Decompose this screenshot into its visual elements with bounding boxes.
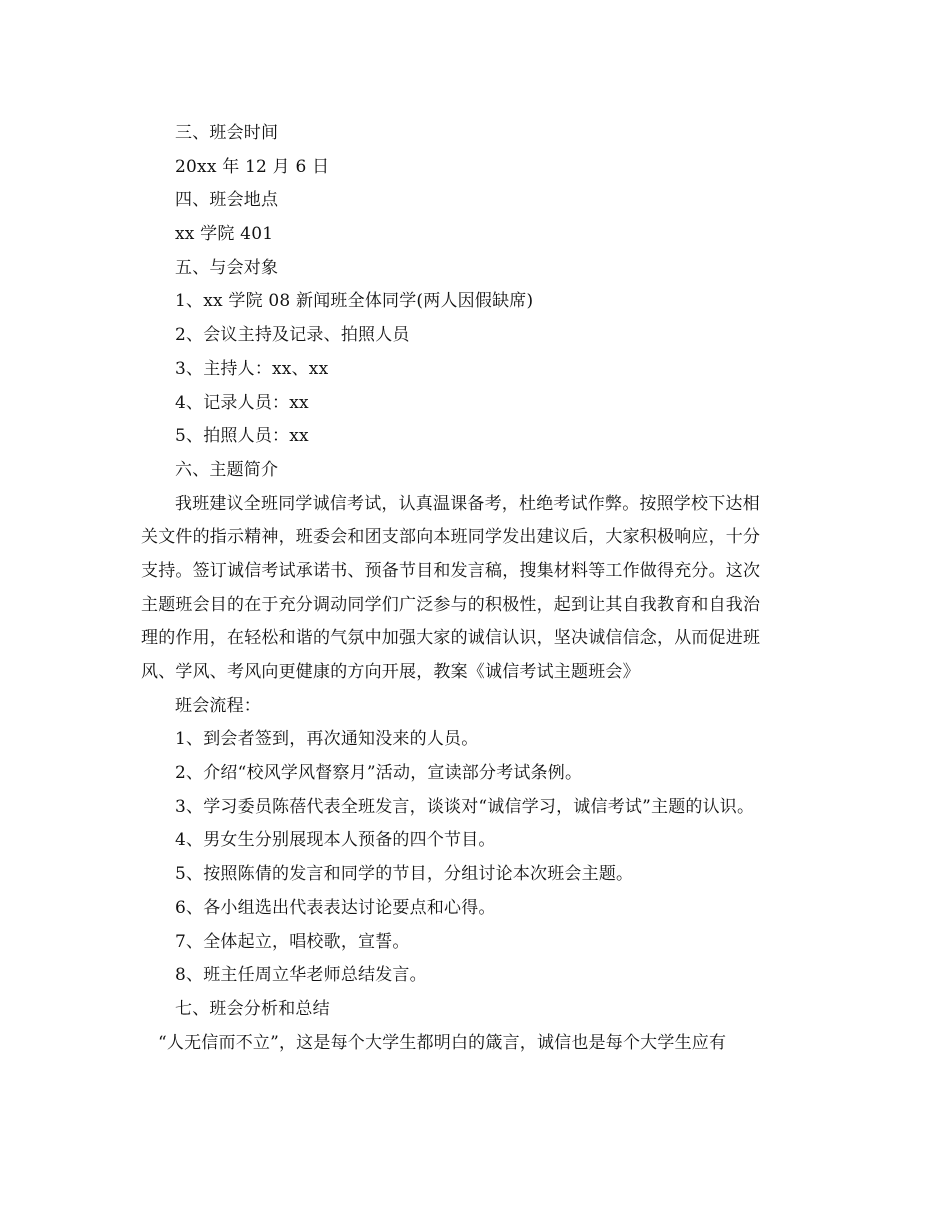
- heading-theme-intro: 六、主题简介: [175, 459, 279, 480]
- process-step: 8、班主任周立华老师总结发言。: [175, 965, 427, 986]
- process-step: 7、全体起立，唱校歌，宣誓。: [175, 931, 410, 952]
- participant-item: 3、主持人：xx、xx: [175, 358, 329, 379]
- section-list-bottom: [141, 690, 813, 1027]
- heading-meeting-process: 班会流程：: [175, 695, 261, 716]
- paragraph-line: 我班建议全班同学诚信考试，认真温课备考，杜绝考试作弊。按照学校下达相: [175, 493, 760, 514]
- process-step: 1、到会者签到，再次通知没来的人员。: [175, 729, 479, 750]
- heading-meeting-location: 四、班会地点: [175, 190, 279, 211]
- process-step: 3、学习委员陈蓓代表全班发言，谈谈对“诚信学习，诚信考试”主题的认识。: [175, 796, 755, 817]
- section-list-top: [141, 117, 813, 488]
- meeting-location: xx 学院 401: [175, 224, 274, 245]
- paragraph-line: 主题班会目的在于充分调动同学们广泛参与的积极性，起到让其自我教育和自我治: [141, 594, 761, 615]
- intro-paragraph: [141, 488, 813, 690]
- paragraph-line: 关文件的指示精神，班委会和团支部向本班同学发出建议后，大家积极响应，十分: [141, 527, 761, 548]
- paragraph-line: 风、学风、考风向更健康的方向开展，教案《诚信考试主题班会》: [141, 662, 640, 682]
- process-step: 4、男女生分别展现本人预备的四个节目。: [175, 830, 496, 851]
- participant-item: 1、xx 学院 08 新闻班全体同学(两人因假缺席): [175, 291, 534, 312]
- paragraph-line: 理的作用，在轻松和谐的气氛中加强大家的诚信认识，坚决诚信信念，从而促进班: [141, 628, 761, 649]
- participant-item: 5、拍照人员：xx: [175, 426, 309, 447]
- participant-item: 2、会议主持及记录、拍照人员: [175, 325, 410, 346]
- paragraph-line: “人无信而不立”，这是每个大学生都明白的箴言，诚信也是每个大学生应有: [158, 1032, 727, 1053]
- document-body: [141, 117, 813, 1060]
- participant-item: 4、记录人员：xx: [175, 392, 309, 413]
- final-paragraph: [141, 1027, 813, 1061]
- process-step: 6、各小组选出代表表达讨论要点和心得。: [175, 897, 496, 918]
- heading-participants: 五、与会对象: [175, 257, 279, 278]
- meeting-date: 20xx 年 12 月 6 日: [175, 156, 330, 177]
- paragraph-line: 支持。签订诚信考试承诺书、预备节目和发言稿，搜集材料等工作做得充分。这次: [141, 560, 761, 581]
- process-step: 5、按照陈倩的发言和同学的节目，分组讨论本次班会主题。: [175, 864, 634, 885]
- heading-meeting-time: 三、班会时间: [175, 123, 279, 143]
- heading-analysis-summary: 七、班会分析和总结: [175, 998, 330, 1019]
- process-step: 2、介绍“校风学风督察月”活动，宣读部分考试条例。: [175, 763, 583, 784]
